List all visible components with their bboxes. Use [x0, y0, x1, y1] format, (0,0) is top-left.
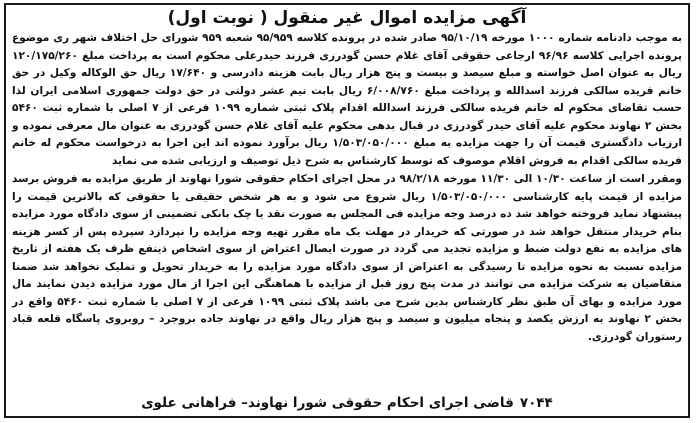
- auction-notice: [4, 3, 690, 418]
- notice-signature: [12, 393, 682, 413]
- notice-signatory: قاضی اجرای احکام حقوقی شورا نهاوند– فراهانی علوی: [141, 395, 514, 411]
- notice-reference-number: ۷۰۴۴: [519, 395, 553, 411]
- notice-paragraph-auction-terms: ومقرر است از ساعت ۱۰/۳۰ الی ۱۱/۳۰ مورخه ۹۸/۲/۱۸ در محل اجرای احکام حقوقی شورا نهاوند از طریق مزایده به فروش برسد مزایده از قیمت پایه کارشناسی ۱/۵۰۳/۰۵۰/۰۰۰ ریال شروع می شود و به هر شخص حقیقی یا حقوقی که بالاترین قیمت را پیشنهاد نماید فروخته خواهد شد ده درصد وجه مزایده فی المجلس به صورت نقد یا چک بانکی تضمینی از سوی دادگاه مورد مزایده بنام خریدار منتقل خواهد شد در صورتی که خریدار در مهلت یک ماه مقرر تهیه وجه مزایده را نپردازد سپرده پس از کسر هزینه های مزایده به نفع دولت ضبط و مزایده تجدید می گردد در صورت ایصال اعتراض از سوی اشخاص ذینفع ظرف یک هفته از تاریخ مزایده نسبت به نحوه مزایده تا رسیدگی به اعتراض از سوی دادگاه مورد مزایده را به خریدار تحویل و تملیک نخواهد شد ضمنا متقاضیان به شرکت مزایده می توانند در مدت پنج روز قبل از مزایده با هماهنگی این اجرا از مال مورد مزایده دیدن نمایند مال مورد مزایده و بهای آن طبق نظر کارشناس بدین شرح می باشد پلاک ثبتی ۱۰۹۹ فرعی از ۷ اصلی با شماره ثبت ۵۴۶۰ واقع در بخش ۲ نهاوند به ارزش یکصد و پنجاه میلیون و سیصد و پنج هزار ریال واقع در نهاوند جاده بروجرد – روبروی پاسگاه قلعه قباد رستوران گودرزی.: [12, 173, 683, 343]
- notice-title: آگهی مزایده اموال غیر منقول ( نوبت اول): [167, 8, 527, 28]
- notice-paragraph-judgment: به موجب دادنامه شماره ۱۰۰۰ مورخه ۹۵/۱۰/۱۹ صادر شده در پرونده کلاسه ۹۵/۹۵۹ شعبه ۹۵۹ شورای حل اختلاف شهر ری موضوع پرونده اجرایی کلاسه ۹۶/۹۶ ارجاعی حقوقی آقای غلام حسن گودرزی فرزند حیدرعلی محکوم است به پرداخت مبلغ ۱۲۰/۱۷۵/۲۶۰ ریال به عنوان اصل خواسته و مبلغ سیصد و بیست و پنج هزار ریال بابت هزینه دادرسی و ۱۷/۶۴۰ ریال حق الوکاله وکیل در حق خانم فریده سالکی فرزند اسدالله و پرداخت مبلغ ۶/۰۰۸/۷۶۰ ریال بابت نیم عشر دولتی در حق دولت جمهوری اسلامی ایران لذا حسب تقاضای محکوم له خانم فریده سالکی فرزند اسدالله اقدام پلاک ثبتی شماره ۱۰۹۹ فرعی از ۷ اصلی با شماره ثبت ۵۴۶۰ بخش ۲ نهاوند محکوم علیه آقای حیدر گودرزی در قبال بدهی محکوم علیه آقای غلام حسن گودرزی به عنوان مال معرفی نموده و ارزیاب دادگستری قیمت آن را جهت مزایده به مبلغ ۱/۵۰۳/۰۵۰/۰۰۰ ریال برآورد نموده اند این اجرا به درخواست محکوم له خانم فریده سالکی اقدام به فروش اقلام موصوف که توسط کارشناس به شرح ذیل توصیف و ارزیابی شده می نماید: [12, 32, 683, 167]
